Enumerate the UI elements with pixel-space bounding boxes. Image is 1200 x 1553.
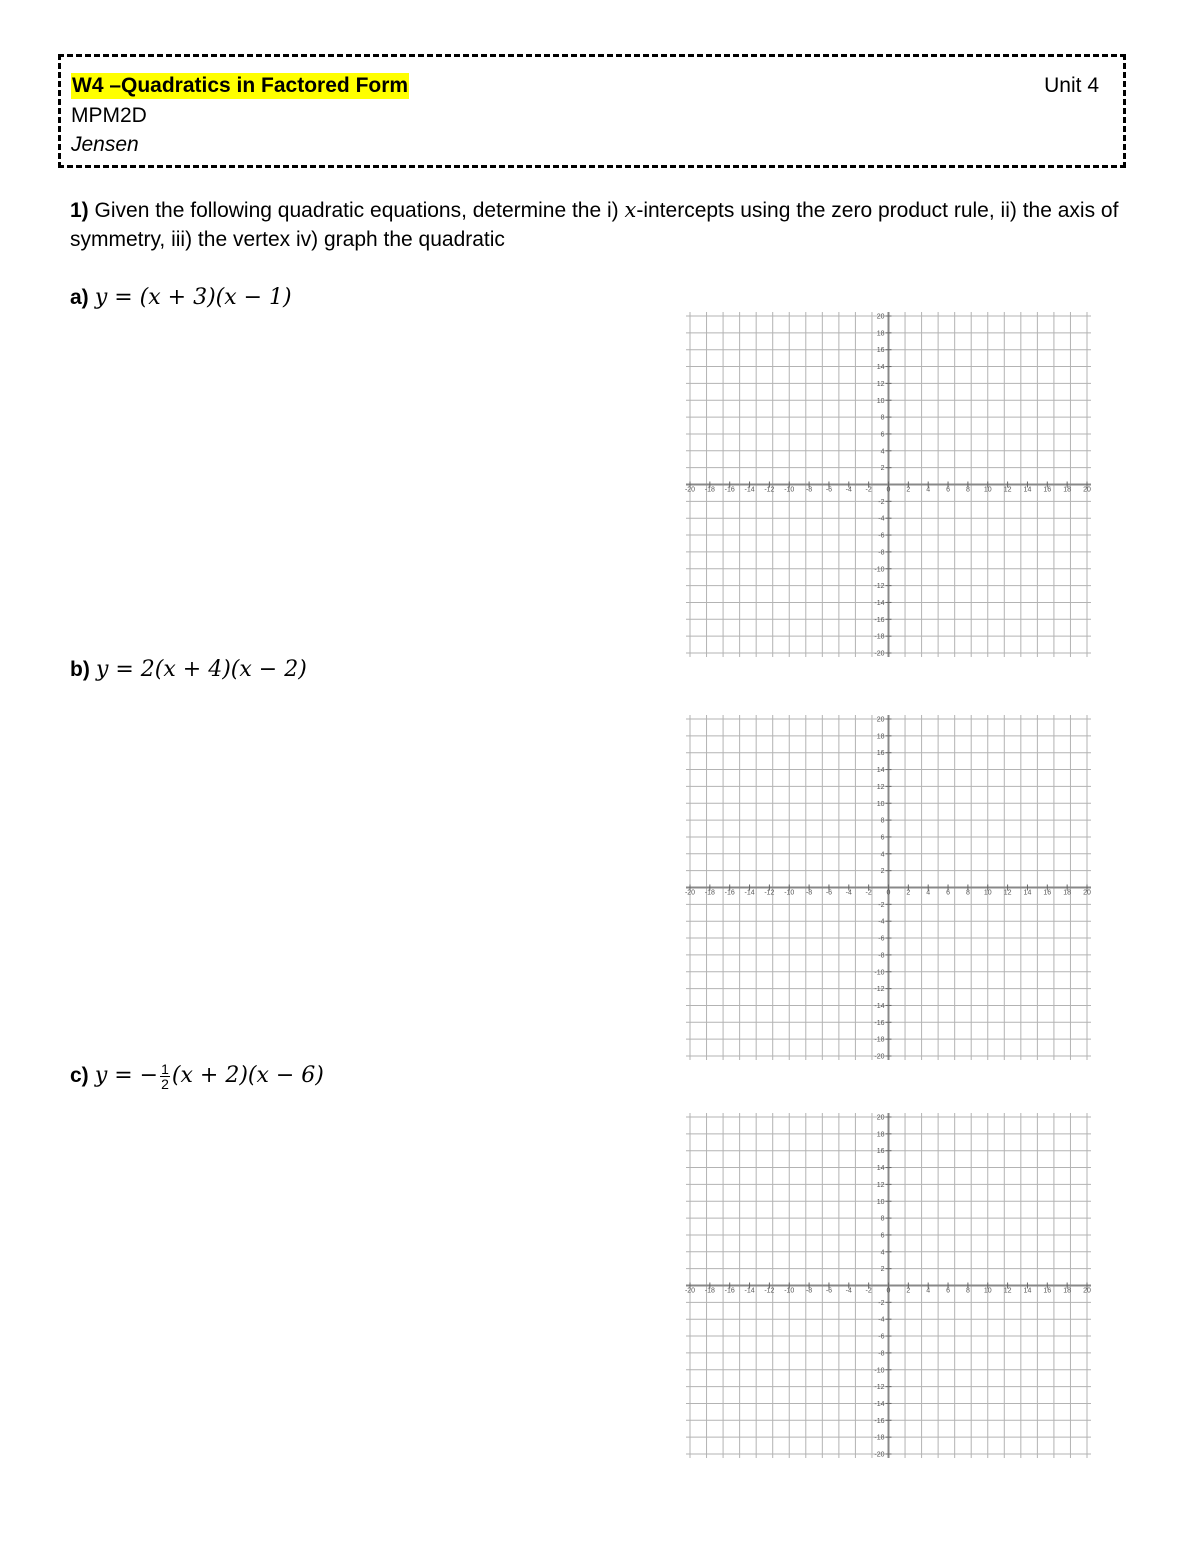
x-tick-label: -6 xyxy=(825,486,833,494)
x-tick-label: 12 xyxy=(1003,889,1012,897)
y-tick-label: 6 xyxy=(880,834,885,842)
x-tick-label: -12 xyxy=(764,889,775,897)
y-tick-label: 4 xyxy=(880,1249,885,1257)
x-tick-label: 16 xyxy=(1043,1287,1052,1295)
y-tick-label: -8 xyxy=(878,549,885,557)
y-tick-label: -14 xyxy=(874,1002,885,1010)
y-tick-label: 18 xyxy=(876,1131,885,1139)
y-tick-label: -4 xyxy=(878,1316,885,1324)
x-tick-label: -4 xyxy=(845,486,852,494)
y-tick-label: 16 xyxy=(876,1148,885,1156)
y-tick-label: 12 xyxy=(876,1181,885,1189)
y-tick-label: 10 xyxy=(876,800,885,808)
x-tick-label: -2 xyxy=(865,486,872,494)
y-tick-label: 18 xyxy=(876,330,885,338)
y-tick-label: 18 xyxy=(876,733,885,741)
unit-label: Unit 4 xyxy=(1044,74,1099,97)
graph-grid-c[interactable] xyxy=(686,1113,1091,1458)
x-tick-label: 8 xyxy=(965,486,970,494)
x-tick-label: -14 xyxy=(744,486,755,494)
x-tick-label: -4 xyxy=(845,1287,852,1295)
author-name: Jensen xyxy=(71,133,139,156)
x-tick-label: -8 xyxy=(805,1287,813,1295)
y-tick-label: 12 xyxy=(876,380,885,388)
x-tick-label: 0 xyxy=(886,1287,891,1295)
part-c xyxy=(70,1060,324,1091)
y-tick-label: -6 xyxy=(878,532,885,540)
x-tick-label: -2 xyxy=(865,889,872,897)
y-tick-label: -18 xyxy=(874,633,885,641)
y-tick-label: -12 xyxy=(874,1384,885,1392)
graph-grid-b[interactable] xyxy=(686,715,1091,1060)
x-tick-label: -20 xyxy=(684,1287,696,1295)
coordinate-grid-svg xyxy=(686,715,1091,1060)
x-tick-label: 16 xyxy=(1043,889,1052,897)
worksheet-title: W4 –Quadratics in Factored Form xyxy=(72,74,409,97)
x-tick-label: 10 xyxy=(983,486,992,494)
x-tick-label: 10 xyxy=(983,889,992,897)
x-tick-label: 4 xyxy=(926,889,931,897)
x-tick-label: 14 xyxy=(1023,889,1032,897)
question-number: 1) xyxy=(70,199,89,222)
x-tick-label: 12 xyxy=(1003,1287,1012,1295)
part-c-fraction-denominator: 2 xyxy=(161,1075,169,1092)
coordinate-grid-svg xyxy=(686,1113,1091,1458)
x-tick-label: -12 xyxy=(764,1287,775,1295)
y-tick-label: 20 xyxy=(876,716,885,724)
x-tick-label: 8 xyxy=(965,1287,970,1295)
x-tick-label: -6 xyxy=(825,1287,833,1295)
x-tick-label: 18 xyxy=(1063,486,1072,494)
x-tick-label: 6 xyxy=(946,889,951,897)
x-tick-label: -10 xyxy=(784,1287,795,1295)
question-text-before: Given the following quadratic equations, determine the i) xyxy=(88,199,625,222)
x-tick-label: -16 xyxy=(724,486,735,494)
y-tick-label: -10 xyxy=(874,969,885,977)
y-tick-label: 12 xyxy=(876,783,885,791)
x-tick-label: 20 xyxy=(1083,1287,1091,1295)
x-tick-label: 2 xyxy=(906,889,911,897)
y-tick-label: 6 xyxy=(880,1232,885,1240)
x-tick-label: 0 xyxy=(886,486,891,494)
y-tick-label: -16 xyxy=(874,616,885,624)
y-tick-label: -12 xyxy=(874,986,885,994)
part-c-rhs: (x + 2)(x − 6) xyxy=(171,1063,324,1088)
x-tick-label: 14 xyxy=(1023,1287,1032,1295)
x-tick-label: -18 xyxy=(704,889,715,897)
x-tick-label: 16 xyxy=(1043,486,1052,494)
x-tick-label: 4 xyxy=(926,1287,931,1295)
y-tick-label: -20 xyxy=(874,650,885,658)
y-tick-label: -2 xyxy=(878,901,885,909)
part-c-fraction-numerator: 1 xyxy=(161,1060,169,1077)
y-tick-label: 10 xyxy=(876,1198,885,1206)
question-text-after: -intercepts using the zero product rule, ii) the axis of symmetry, iii) the vertex iv) graph the quadratic xyxy=(70,199,1119,251)
x-tick-label: -18 xyxy=(704,486,715,494)
y-tick-label: 14 xyxy=(876,767,885,775)
y-tick-label: 16 xyxy=(876,347,885,355)
y-tick-label: -2 xyxy=(878,498,885,506)
x-tick-label: -8 xyxy=(805,486,813,494)
x-tick-label: -16 xyxy=(724,1287,735,1295)
question-variable: x xyxy=(624,198,637,222)
x-tick-label: -16 xyxy=(724,889,735,897)
x-tick-label: -2 xyxy=(865,1287,872,1295)
graph-grid-a[interactable] xyxy=(686,312,1091,657)
y-tick-label: -8 xyxy=(878,952,885,960)
x-tick-label: -6 xyxy=(825,889,833,897)
part-a-label: a) xyxy=(70,286,89,309)
x-tick-label: 14 xyxy=(1023,486,1032,494)
y-tick-label: 20 xyxy=(876,313,885,321)
part-a-equation: y = (x + 3)(x − 1) xyxy=(94,285,292,310)
y-tick-label: 14 xyxy=(876,1165,885,1173)
x-tick-label: 2 xyxy=(906,486,911,494)
y-tick-label: 4 xyxy=(880,851,885,859)
coordinate-grid-svg xyxy=(686,312,1091,657)
x-tick-label: -14 xyxy=(744,889,755,897)
y-tick-label: 2 xyxy=(880,868,885,876)
x-tick-label: 4 xyxy=(926,486,931,494)
y-tick-label: -18 xyxy=(874,1036,885,1044)
y-tick-label: 20 xyxy=(876,1114,885,1122)
x-tick-label: 20 xyxy=(1083,889,1091,897)
y-tick-label: 14 xyxy=(876,364,885,372)
x-tick-label: -18 xyxy=(704,1287,715,1295)
part-c-label: c) xyxy=(70,1064,89,1087)
y-tick-label: -14 xyxy=(874,1400,885,1408)
x-tick-label: -10 xyxy=(784,889,795,897)
x-tick-label: -20 xyxy=(684,486,696,494)
y-tick-label: -14 xyxy=(874,599,885,607)
y-tick-label: -6 xyxy=(878,1333,885,1341)
y-tick-label: -10 xyxy=(874,1367,885,1375)
x-tick-label: -8 xyxy=(805,889,813,897)
x-tick-label: 6 xyxy=(946,486,951,494)
y-tick-label: -8 xyxy=(878,1350,885,1358)
y-tick-label: -16 xyxy=(874,1417,885,1425)
y-tick-label: -20 xyxy=(874,1053,885,1061)
x-tick-label: 2 xyxy=(906,1287,911,1295)
y-tick-label: -20 xyxy=(874,1451,885,1459)
y-tick-label: 8 xyxy=(880,1215,885,1223)
question-1 xyxy=(70,196,1130,254)
x-tick-label: 0 xyxy=(886,889,891,897)
x-tick-label: -12 xyxy=(764,486,775,494)
course-code: MPM2D xyxy=(71,104,147,127)
y-tick-label: -10 xyxy=(874,566,885,574)
y-tick-label: -2 xyxy=(878,1299,885,1307)
x-tick-label: -4 xyxy=(845,889,852,897)
part-b-equation: y = 2(x + 4)(x − 2) xyxy=(95,657,307,682)
y-tick-label: 8 xyxy=(880,817,885,825)
y-tick-label: -18 xyxy=(874,1434,885,1442)
x-tick-label: 18 xyxy=(1063,1287,1072,1295)
y-tick-label: -12 xyxy=(874,583,885,591)
header-box xyxy=(58,54,1126,168)
x-tick-label: -14 xyxy=(744,1287,755,1295)
y-tick-label: 2 xyxy=(880,1266,885,1274)
x-tick-label: 6 xyxy=(946,1287,951,1295)
y-tick-label: 10 xyxy=(876,397,885,405)
part-a xyxy=(70,282,292,313)
y-tick-label: 4 xyxy=(880,448,885,456)
part-c-lhs: y = − xyxy=(94,1063,159,1088)
x-tick-label: 20 xyxy=(1083,486,1091,494)
part-b-label: b) xyxy=(70,658,90,681)
x-tick-label: 18 xyxy=(1063,889,1072,897)
part-b xyxy=(70,654,307,685)
y-tick-label: -16 xyxy=(874,1019,885,1027)
y-tick-label: -4 xyxy=(878,515,885,523)
x-tick-label: -20 xyxy=(684,889,696,897)
y-tick-label: 6 xyxy=(880,431,885,439)
y-tick-label: 2 xyxy=(880,465,885,473)
part-c-fraction xyxy=(160,1062,170,1091)
y-tick-label: 8 xyxy=(880,414,885,422)
x-tick-label: 12 xyxy=(1003,486,1012,494)
y-tick-label: -6 xyxy=(878,935,885,943)
y-tick-label: -4 xyxy=(878,918,885,926)
x-tick-label: 10 xyxy=(983,1287,992,1295)
x-tick-label: 8 xyxy=(965,889,970,897)
x-tick-label: -10 xyxy=(784,486,795,494)
y-tick-label: 16 xyxy=(876,750,885,758)
